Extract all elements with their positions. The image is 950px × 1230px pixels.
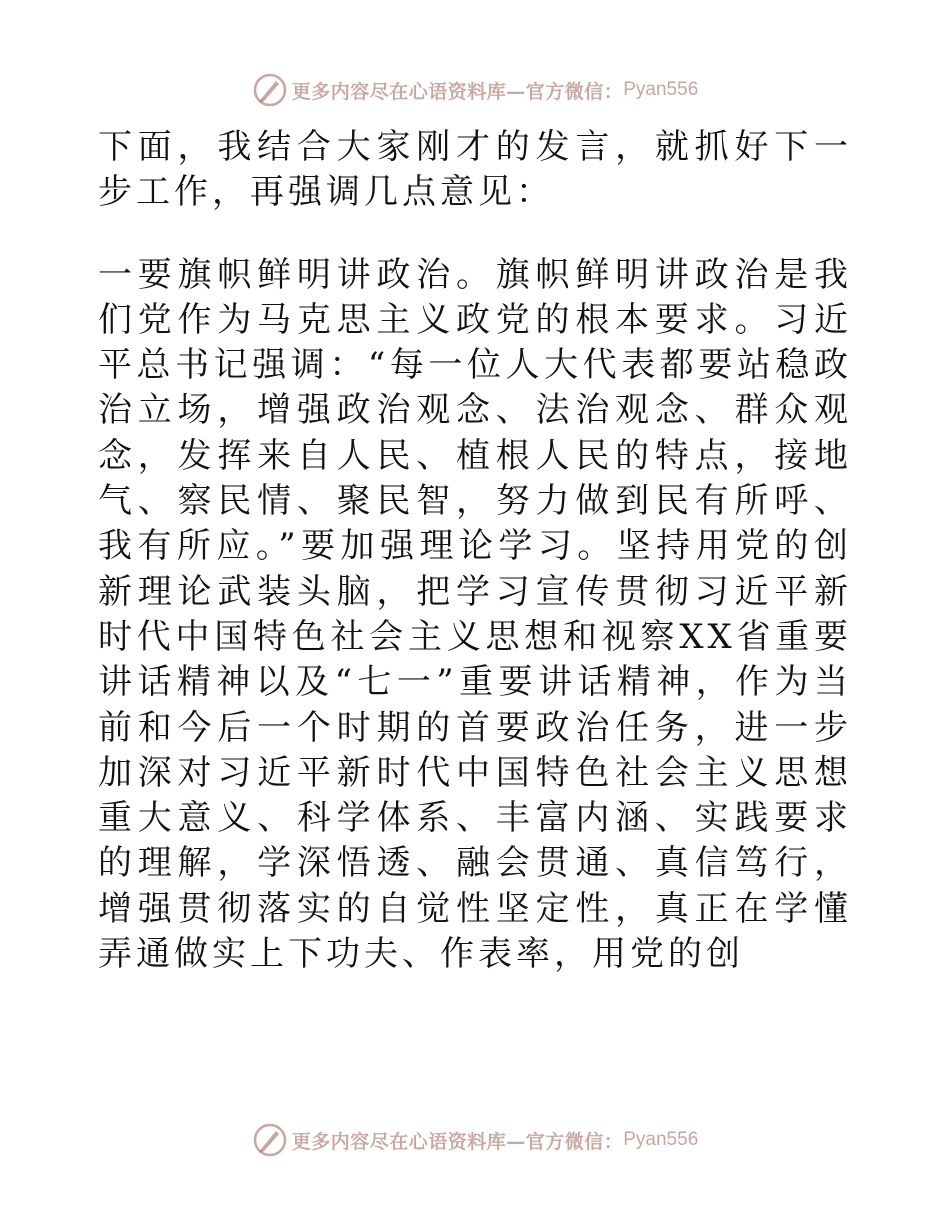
wechat-id: Pyan556	[623, 1129, 699, 1150]
paragraph-politics: 一要旗帜鲜明讲政治。旗帜鲜明讲政治是我们党作为马克思主义政党的根本要求。习近平总书记强调：“每一位人大代表都要站稳政治立场，增强政治观念、法治观念、群众观念，发挥来自人民、植根人民的特点，接地气、察民情、聚民智，努力做到民有所呼、我有所应。”要加强理论学习。坚持用党的创新理论武装头脑，把学习宣传贯彻习近平新时代中国特色社会主义思想和视察XX省重要讲话精神以及“七一”重要讲话精神，作为当前和今后一个时期的首要政治任务，进一步加深对习近平新时代中国特色社会主义思想重大意义、科学体系、丰富内涵、实践要求的理解，学深悟透、融会贯通、真信笃行，增强贯彻落实的自觉性坚定性，真正在学懂弄通做实上下功夫、作表率，用党的创	[98, 254, 852, 975]
footer-banner	[0, 1120, 950, 1160]
pen-feather-logo-icon	[252, 1122, 288, 1158]
paragraph-intro: 下面，我结合大家刚才的发言，就抓好下一步工作，再强调几点意见：	[98, 127, 852, 213]
header-banner	[0, 70, 950, 110]
banner-text: 更多内容尽在心语资料库—官方微信：	[291, 80, 624, 103]
pen-feather-logo-icon	[252, 72, 288, 108]
banner-text: 更多内容尽在心语资料库—官方微信：	[291, 1130, 624, 1153]
document-body	[98, 125, 852, 977]
wechat-id: Pyan556	[623, 79, 699, 100]
